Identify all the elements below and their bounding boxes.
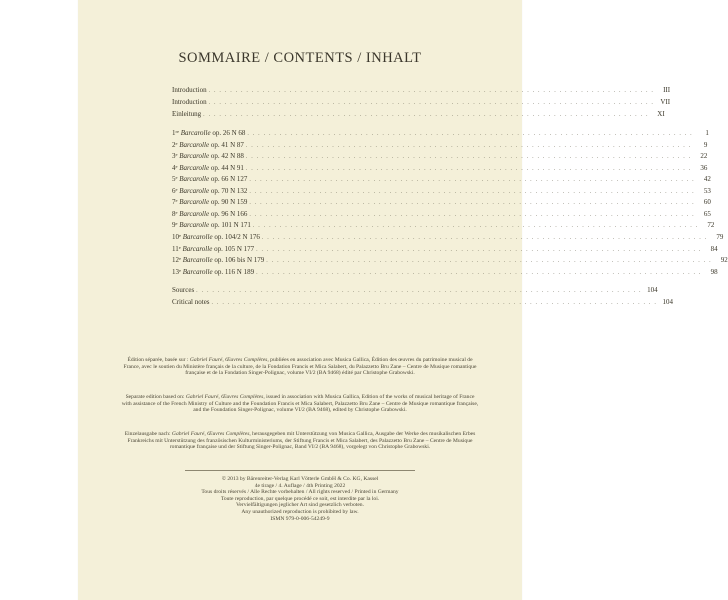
barcarolle-number: 1 xyxy=(172,129,176,137)
barcarolle-number: 10 xyxy=(172,232,179,241)
toc-entry-label xyxy=(172,141,244,149)
leader-dots: . . . . . . . . . . . . . . . . . . . . . . . . . . . . . . . . . . . . . . . . . . . . . . . . . . . . . . . . . . . . . . . . . . . . . . . . . . . . . . . . . . . xyxy=(249,211,695,218)
leader-dots: . . . . . . . . . . . . . . . . . . . . . . . . . . . . . . . . . . . . . . . . . . . . . . . . . . . . . . . . . . . . . . . . . . . . . . . . . . . . . . . . . . . xyxy=(245,165,692,172)
barcarolle-number: 12 xyxy=(172,256,179,265)
opus-number: op. 101 N 171 xyxy=(210,221,251,230)
toc-entry-label xyxy=(172,221,251,229)
credits-fr xyxy=(120,357,480,377)
barcarolle-title: Barcarolle xyxy=(182,267,213,276)
barcarolle-number: 8 xyxy=(172,209,176,218)
toc-entry-label xyxy=(172,268,254,276)
leader-dots: . . . . . . . . . . . . . . . . . . . . . . . . . . . . . . . . . . . . . . . . . . . . . . . . . . . . . . . . . . . . . . . . . . . . . . . . . . . . . . . . . . . xyxy=(249,188,695,195)
barcarolle-title: Barcarolle xyxy=(179,198,210,207)
credits-fr-source: Gabriel Fauré, Œuvres Complètes xyxy=(189,357,268,363)
toc-page-number: 22 xyxy=(700,152,708,161)
leader-dots: . . . . . . . . . . . . . . . . . . . . . . . . . . . . . . . . . . . . . . . . . . . . . . . . . . . . . . . . . . . . . . . . . . . . . . . . . . . . . . . . . . . xyxy=(249,200,695,207)
page-sheet xyxy=(78,0,728,600)
barcarolle-number: 2 xyxy=(172,140,176,149)
toc-row-barcarolle[interactable] xyxy=(172,232,724,243)
imprint-line: Tous droits réservés / Alle Rechte vorbehalten / All rights reserved / Printed in Germany xyxy=(201,489,399,496)
toc-page-number: 104 xyxy=(647,286,658,294)
ordinal-suffix: e xyxy=(175,221,178,227)
opus-number: op. 42 N 88 xyxy=(210,152,244,161)
imprint-line: Vervielfältigungen jeglicher Art sind gesetzlich verboten. xyxy=(236,502,364,509)
opus-number: op. 105 N 177 xyxy=(214,244,255,253)
toc-entry-label: Einleitung xyxy=(172,110,202,118)
toc-entry-label xyxy=(172,152,244,160)
leader-dots: . . . . . . . . . . . . . . . . . . . . . . . . . . . . . . . . . . . . . . . . . . . . . . . . . . . . . . . . . . . . . . . . . . . . . . . . . . . . . . . . . . . xyxy=(208,88,655,94)
credits-de-rest: , herausgegeben mit Unterstützung von Musica Gallica, Ausgabe der Werke des musikalischen Erbes Frankreichs mit Unterstützung des französischen Kulturministeriums, der Stiftung Francis et Mica Salabert, des Palazzetto Bru Zane – Centre de Musique romantique française und der Stiftung Singer-Polignac, Band VI/2 (BA 9468), vorgelegt von Christophe Grabowski. xyxy=(127,431,476,451)
opus-number: op. 90 N 159 xyxy=(210,198,248,207)
opus-number: op. 26 N 68 xyxy=(212,129,246,137)
toc-row-barcarolle[interactable] xyxy=(172,140,708,151)
toc-row-barcarolle[interactable] xyxy=(172,209,711,220)
toc-row-barcarolle[interactable] xyxy=(172,175,711,185)
leader-dots: . . . . . . . . . . . . . . . . . . . . . . . . . . . . . . . . . . . . . . . . . . . . . . . . . . . . . . . . . . . . . . . . . . . . . . . . . . . . . . . . . . . xyxy=(249,177,695,184)
credits-en xyxy=(120,394,480,414)
ordinal-suffix: e xyxy=(175,163,178,169)
toc-page-number: 60 xyxy=(703,198,711,207)
barcarolle-title: Barcarolle xyxy=(179,140,210,149)
credits-en-prefix: Separate edition based on: xyxy=(125,394,186,400)
toc-row-barcarolle[interactable] xyxy=(172,129,709,139)
toc-page-number: XI xyxy=(657,110,665,118)
barcarolle-title: Barcarolle xyxy=(182,256,213,265)
ordinal-suffix: e xyxy=(179,267,181,273)
toc-row-intro[interactable] xyxy=(172,110,665,120)
toc-page-number: III xyxy=(663,86,671,94)
leader-dots: . . . . . . . . . . . . . . . . . . . . . . . . . . . . . . . . . . . . . . . . . . . . . . . . . . . . . . . . . . . . . . . . . . . . . . . . . . . . . . . . . . . xyxy=(247,131,693,137)
barcarolle-number: 11 xyxy=(172,244,179,253)
imprint-line: © 2013 by Bärenreiter-Verlag Karl Vötterle GmbH & Co. KG, Kassel xyxy=(221,476,379,482)
barcarolle-number: 3 xyxy=(172,152,176,161)
leader-dots: . . . . . . . . . . . . . . . . . . . . . . . . . . . . . . . . . . . . . . . . . . . . . . . . . . . . . . . . . . . . . . . . . . . . . . . . . . . . . . . . . . . xyxy=(245,142,692,149)
imprint-line: Any unauthorized reproduction is prohibited by law. xyxy=(241,508,359,515)
opus-number: op. 66 N 127 xyxy=(210,175,248,184)
barcarolle-number: 6 xyxy=(172,186,176,195)
toc-row-barcarolle[interactable] xyxy=(172,163,708,174)
barcarolle-title: Barcarolle xyxy=(179,152,210,161)
toc-row-barcarolle[interactable] xyxy=(172,256,728,266)
barcarolle-title: Barcarolle xyxy=(179,175,210,184)
toc-page-number: 9 xyxy=(703,140,708,149)
toc-row-barcarolle[interactable] xyxy=(172,186,711,197)
toc-row-barcarolle[interactable] xyxy=(172,152,708,162)
imprint-line: 4e tirage / 4. Auflage / 4th Printing 2022 xyxy=(254,482,346,489)
toc-entry-label: Critical notes xyxy=(172,298,210,306)
barcarolle-title: Barcarolle xyxy=(180,129,211,137)
toc-page-number: 72 xyxy=(707,221,715,230)
barcarolle-number: 7 xyxy=(172,198,176,207)
leader-dots: . . . . . . . . . . . . . . . . . . . . . . . . . . . . . . . . . . . . . . . . . . . . . . . . . . . . . . . . . . . . . . . . . . . . . . . . . . . . . . . . . . . xyxy=(256,246,702,253)
ordinal-suffix: e xyxy=(175,175,178,181)
leader-dots: . . . . . . . . . . . . . . . . . . . . . . . . . . . . . . . . . . . . . . . . . . . . . . . . . . . . . . . . . . . . . . . . . . . . . . . . . . . . . . . . . . . xyxy=(211,300,658,306)
toc-row-intro[interactable] xyxy=(172,86,671,96)
barcarolle-number: 4 xyxy=(172,163,176,172)
toc-page-number: 53 xyxy=(703,186,711,195)
toc-page-number: 1 xyxy=(705,129,709,137)
leader-dots: . . . . . . . . . . . . . . . . . . . . . . . . . . . . . . . . . . . . . . . . . . . . . . . . . . . . . . . . . . . . . . . . . . . . . . . . . . . . . . . . . . . xyxy=(203,112,649,118)
credits-fr-prefix: Édition séparée, basée sur : xyxy=(127,357,190,363)
toc-row-intro[interactable] xyxy=(172,98,671,108)
toc-page-number: 84 xyxy=(710,244,718,253)
credits-en-source: Gabriel Fauré, Œuvres Complètes xyxy=(185,394,264,400)
ordinal-suffix: e xyxy=(175,209,178,215)
barcarolle-title: Barcarolle xyxy=(182,232,213,241)
imprint xyxy=(120,476,480,522)
toc-entry-label xyxy=(172,164,244,172)
page-title: SOMMAIRE / CONTENTS / INHALT xyxy=(178,50,422,66)
imprint-line: Toute reproduction, par quelque procédé ce soit, est interdite par la loi. xyxy=(220,495,380,502)
ordinal-suffix: e xyxy=(175,140,178,146)
barcarolle-number: 13 xyxy=(172,267,179,276)
ordinal-suffix: re xyxy=(175,129,179,134)
leader-dots: . . . . . . . . . . . . . . . . . . . . . . . . . . . . . . . . . . . . . . . . . . . . . . . . . . . . . . . . . . . . . . . . . . . . . . . . . . . . . . . . . . . xyxy=(208,100,655,106)
credits-de-source: Gabriel Fauré, Œuvres Complètes xyxy=(171,431,250,437)
toc-entry-label xyxy=(172,233,260,241)
toc-entry-label: Sources xyxy=(172,286,195,294)
barcarolle-title: Barcarolle xyxy=(179,186,210,195)
imprint-line: ISMN 979-0-006-54249-9 xyxy=(270,515,330,522)
barcarolle-title: Barcarolle xyxy=(182,244,213,253)
toc-entry-label xyxy=(172,175,247,183)
barcarolle-number: 9 xyxy=(172,221,176,230)
opus-number: op. 41 N 87 xyxy=(210,140,244,149)
opus-number: op. 96 N 166 xyxy=(210,209,248,218)
toc-entry-label xyxy=(172,210,247,218)
toc-row-appendix[interactable] xyxy=(172,286,658,296)
leader-dots: . . . . . . . . . . . . . . . . . . . . . . . . . . . . . . . . . . . . . . . . . . . . . . . . . . . . . . . . . . . . . . . . . . . . . . . . . . . . . . . . . . . xyxy=(252,223,699,230)
credits-de-prefix: Einzelausgabe nach: xyxy=(124,431,172,437)
barcarolle-title: Barcarolle xyxy=(179,221,210,230)
opus-number: op. 44 N 91 xyxy=(210,163,244,172)
leader-dots: . . . . . . . . . . . . . . . . . . . . . . . . . . . . . . . . . . . . . . . . . . . . . . . . . . . . . . . . . . . . . . . . . . . . . . . . . . . . . . . . . . . xyxy=(196,288,642,294)
divider xyxy=(185,470,415,471)
ordinal-suffix: e xyxy=(175,186,178,192)
toc-entry-label xyxy=(172,198,247,206)
barcarolle-number: 5 xyxy=(172,175,176,184)
opus-number: op. 104/2 N 176 xyxy=(214,232,260,241)
toc-page-number: 98 xyxy=(710,267,718,276)
toc-page-number: 42 xyxy=(703,175,711,184)
leader-dots: . . . . . . . . . . . . . . . . . . . . . . . . . . . . . . . . . . . . . . . . . . . . . . . . . . . . . . . . . . . . . . . . . . . . . . . . . . . . . . . . . . . xyxy=(261,234,708,241)
ordinal-suffix: e xyxy=(179,232,181,238)
toc-entry-label xyxy=(172,129,245,137)
toc-page-number: 36 xyxy=(700,163,708,172)
ordinal-suffix: e xyxy=(178,244,181,250)
toc-entry-label: Introduction xyxy=(172,86,207,94)
toc-row-barcarolle[interactable] xyxy=(172,198,711,208)
credits-fr-rest: , publiées en association avec Musica Gallica, Édition des œuvres du patrimoine musical de France, avec le soutien du Ministère français de la culture, de la Fondation Francis et Mica Salabert, du Palazzetto Bru Zane – Centre de Musique romantique française et de la Fondation Singer-Polignac, volume VI/2 (BA 9468) édité par Christophe Grabowski. xyxy=(123,357,477,377)
toc-entry-label xyxy=(172,256,264,264)
credits-en-rest: , issued in association with Musica Gallica, Edition of the works of musical heritage of France with assistance of the French Ministry of Culture and the Foundation Francis et Mica Salabert, Palazzetto Bru Zane – Centre de Musique romantique française, and the Foundation Singer-Polignac, volume VI/2 (BA 9468), edited by Christophe Grabowski. xyxy=(121,394,479,414)
opus-number: op. 70 N 132 xyxy=(210,186,248,195)
barcarolle-title: Barcarolle xyxy=(179,209,210,218)
toc-page-number: 92 xyxy=(720,256,728,265)
toc-entry-label: Introduction xyxy=(172,98,207,106)
toc-entry-label xyxy=(172,245,254,253)
opus-number: op. 116 N 189 xyxy=(214,267,255,276)
opus-number: op. 106 bis N 179 xyxy=(214,256,265,265)
toc-page-number: 79 xyxy=(716,232,724,241)
ordinal-suffix: e xyxy=(179,256,181,262)
toc-row-barcarolle[interactable] xyxy=(172,221,715,231)
toc-page-number: VII xyxy=(660,98,671,106)
ordinal-suffix: e xyxy=(175,198,178,204)
toc-entry-label xyxy=(172,187,247,195)
toc-row-appendix[interactable] xyxy=(172,298,674,308)
leader-dots: . . . . . . . . . . . . . . . . . . . . . . . . . . . . . . . . . . . . . . . . . . . . . . . . . . . . . . . . . . . . . . . . . . . . . . . . . . . . . . . . . . . xyxy=(256,269,702,276)
credits-de xyxy=(120,431,480,451)
toc-page-number: 65 xyxy=(703,209,711,218)
toc-row-barcarolle[interactable] xyxy=(172,244,718,255)
leader-dots: . . . . . . . . . . . . . . . . . . . . . . . . . . . . . . . . . . . . . . . . . . . . . . . . . . . . . . . . . . . . . . . . . . . . . . . . . . . . . . . . . . . xyxy=(245,154,692,161)
ordinal-suffix: e xyxy=(175,152,178,158)
barcarolle-title: Barcarolle xyxy=(179,163,210,172)
toc-row-barcarolle[interactable] xyxy=(172,267,718,278)
toc-page-number: 104 xyxy=(662,298,674,306)
leader-dots: . . . . . . . . . . . . . . . . . . . . . . . . . . . . . . . . . . . . . . . . . . . . . . . . . . . . . . . . . . . . . . . . . . . . . . . . . . . . . . . . . . . xyxy=(266,258,712,265)
